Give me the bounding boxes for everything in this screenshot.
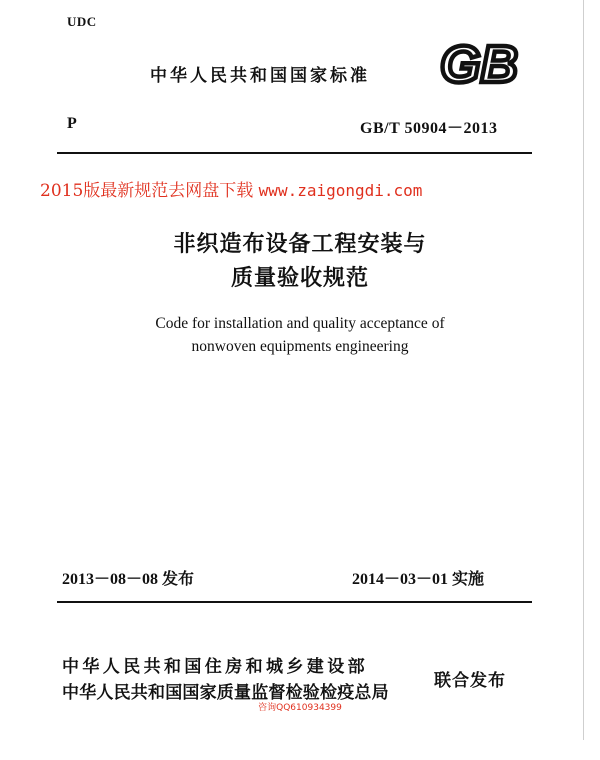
download-watermark (40, 176, 422, 201)
issue-date-value: 2013－08－08 (62, 571, 159, 588)
effective-date-value: 2014－03－01 (352, 571, 449, 588)
gb-logo (430, 38, 528, 90)
issuer-aqsiq: 中华人民共和国国家质量监督检验检疫总局 (62, 683, 389, 703)
page-edge (583, 0, 584, 740)
effective-date (352, 566, 484, 589)
header-rule (57, 152, 532, 154)
chinese-title (0, 228, 600, 296)
joint-issue-label: 联合发布 (434, 671, 506, 691)
gb-logo-text: GB (440, 38, 518, 90)
english-title-line-2: nonwoven equipments engineering (191, 338, 409, 355)
chinese-title-line-2: 质量验收规范 (230, 266, 369, 291)
category-code: P (67, 115, 77, 132)
english-title (0, 312, 600, 358)
contact-watermark: 咨询QQ610934399 (258, 703, 342, 713)
standard-number: GB/T 50904－2013 (360, 120, 498, 137)
national-standard-heading: 中华人民共和国国家标准 (150, 66, 370, 86)
issue-label: 发布 (162, 569, 195, 588)
watermark-url[interactable]: www.zaigongdi.com (258, 181, 423, 200)
english-title-line-1: Code for installation and quality acceptance of (155, 315, 445, 332)
effective-label: 实施 (452, 569, 485, 588)
chinese-title-line-1: 非织造布设备工程安装与 (173, 232, 427, 257)
issuer-ministry: 中华人民共和国住房和城乡建设部 (62, 657, 368, 677)
issue-date (62, 566, 194, 589)
footer-rule (57, 601, 532, 603)
udc-label: UDC (67, 14, 97, 29)
watermark-text: 2015版最新规范去网盘下载 (40, 181, 259, 201)
